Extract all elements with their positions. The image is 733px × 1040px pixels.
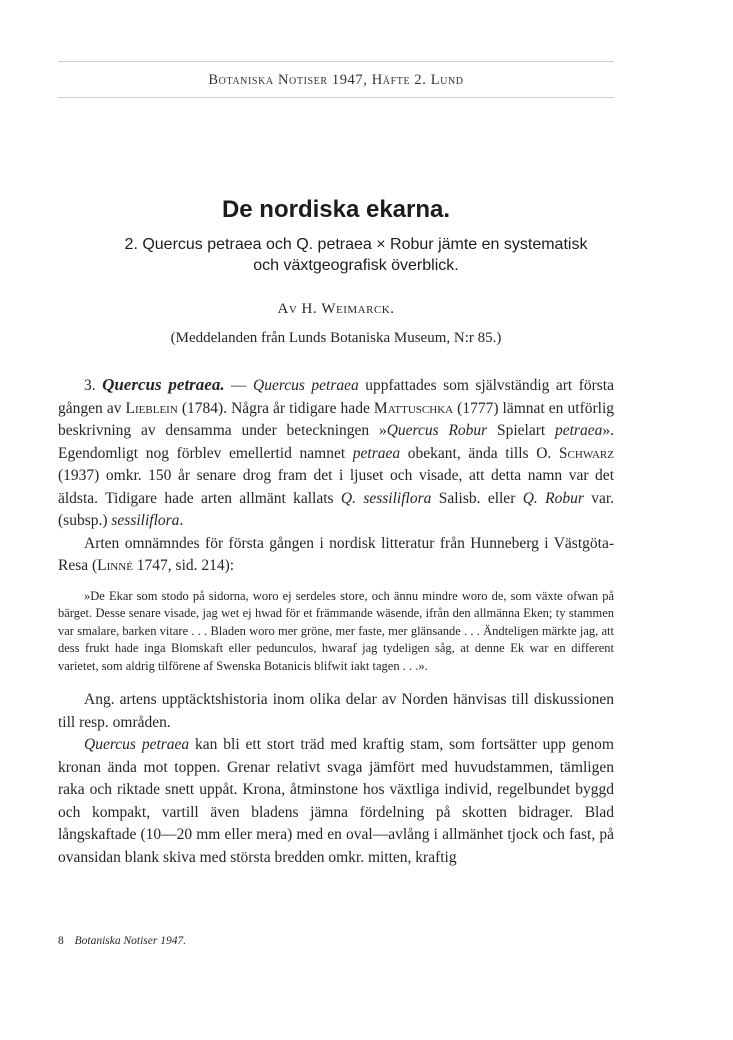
text-span: Salisb. eller xyxy=(431,489,523,507)
text-span: Quercus petraea xyxy=(84,736,190,753)
affiliation: (Meddelanden från Lunds Botaniska Museum, N:r 85.) xyxy=(170,330,502,346)
text-span: (1784). Några år tidigare hade xyxy=(177,399,374,417)
text-span: Quercus petraea xyxy=(253,377,359,394)
text-span: Q. sessiliflora xyxy=(340,489,432,507)
author-citation: Linné xyxy=(97,557,133,574)
author-initial: H. xyxy=(301,301,318,317)
text-span: Arten omnämndes för första gången i nordisk litteratur från Hunneberg i Västgöta-Resa ( xyxy=(58,534,614,574)
text-span: kan bli ett stort träd med kraftig stam, som fortsätter upp genom kronan ända mot toppen. Grenar relativt svaga jämfört med huvudstammen, tämligen raka och riktade snett uppåt. Krona, åtminstone hos växtliga individ, regelbundet byggd och kompakt, vartill även bladens jämna fördelning på skotten bidrager. Blad långskaftade (10—20 mm eller mera) med en oval—avlång i allmänhet tjock och fast, på ovansidan blank skiva med största bredden omkr. mitten, kraftig xyxy=(58,736,614,866)
article-title: De nordiska ekarna. xyxy=(221,196,451,223)
text-span: . xyxy=(179,512,184,529)
text-span: obekant, ända tills O. xyxy=(400,444,559,462)
subtitle-line-2: och växtgeografisk överblick. xyxy=(253,257,459,274)
article-subtitle xyxy=(76,234,636,276)
header-rule-top xyxy=(58,61,614,62)
text-span: sessiliflora xyxy=(111,512,180,529)
header-rule-bottom xyxy=(58,97,614,98)
author-line xyxy=(58,301,614,318)
text-span: petraea xyxy=(352,444,401,462)
paragraph-4 xyxy=(58,734,614,869)
running-head: Botaniska Notiser 1947, Häfte 2. Lund xyxy=(208,72,464,88)
page-number: 8 xyxy=(58,935,64,947)
paragraph-3: Ang. artens upptäcktshistoria inom olika delar av Norden hänvisas till diskussionen till resp. områden. xyxy=(58,691,614,731)
author-citation: Mattuschka xyxy=(373,399,454,417)
block-quote: »De Ekar som stodo på sidorna, woro ej serdeles store, och ännu mindre woro de, som växte ofwan på bärget. Desse senare visade, jag wet ej hwad för et främmande wäsende, ifrån den allmänna Eken; ty stammen var smalare, barken vitare . . . Bladen woro mer gröne, mer faste, mer glänsande . . . Ändteligen märkte jag, att dess frukt hade inga Blomskaft eller pedunculos, hwaraf jag tydeligen såg, at denne Ek war en different varietet, som aldrig tilförene af Swenska Botanicis blifwit iakt tagen . . .». xyxy=(58,588,614,673)
section-number: 3. xyxy=(84,377,96,394)
author-citation: Lieblein xyxy=(125,399,178,417)
text-span: ». Egendomligt nog förblev emellertid namnet xyxy=(58,422,614,462)
text-span: — xyxy=(224,377,253,394)
paragraph-1 xyxy=(58,374,614,533)
author-prefix: Av xyxy=(277,301,298,317)
text-span: (1937) omkr. 150 år senare drog fram det i ljuset och visade, att detta namn var det äldsta. Tidigare hade arten allmänt kallats xyxy=(58,467,614,507)
author-name: Weimarck. xyxy=(321,301,395,317)
text-span: Quercus Robur xyxy=(386,422,488,439)
text-span: uppfattades som självständig art första gången av xyxy=(58,377,614,417)
section-heading: Quercus petraea. xyxy=(102,375,225,394)
paragraph-2 xyxy=(58,533,614,578)
text-span: (1777) lämnat en utförlig beskrivning av densamma under beteckningen » xyxy=(58,399,614,439)
text-span: Q. Robur xyxy=(522,489,584,507)
text-span: 1747, sid. 214): xyxy=(132,557,235,574)
text-span: Spielart xyxy=(487,422,555,439)
author-citation: Schwarz xyxy=(558,444,614,462)
article-body xyxy=(58,374,614,869)
page-footer xyxy=(58,935,186,947)
footer-journal: Botaniska Notiser 1947. xyxy=(74,935,187,947)
subtitle-line-1: 2. Quercus petraea och Q. petraea × Robur jämte en systematisk xyxy=(124,236,588,253)
text-span: petraea xyxy=(555,422,603,439)
text-span: var. (subsp.) xyxy=(58,489,615,529)
